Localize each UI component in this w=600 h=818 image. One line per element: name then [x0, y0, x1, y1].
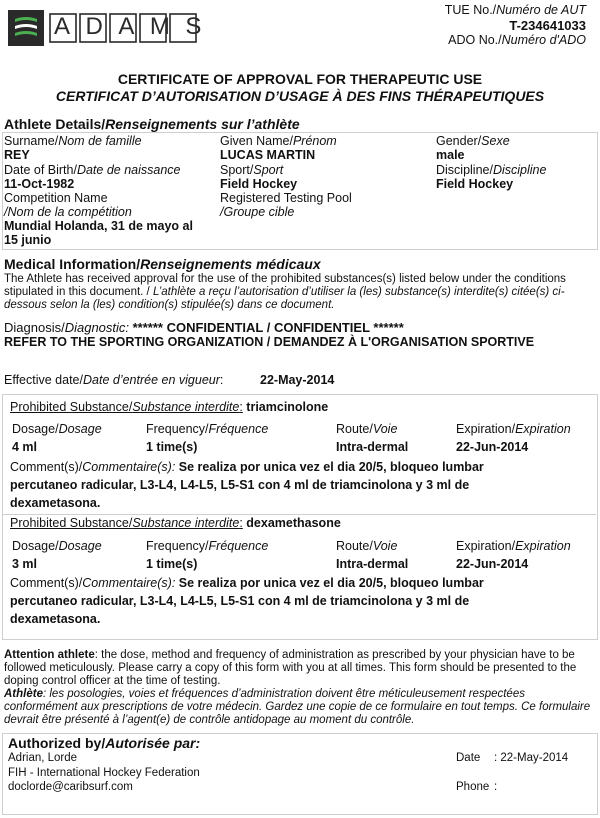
substance-1-name: triamcinolone: [246, 400, 329, 414]
testing-pool-label-fr: /Groupe cible: [220, 205, 295, 219]
sport-value: Field Hockey: [220, 177, 298, 191]
medical-intro: The Athlete has received approval for the use of the prohibited substances(s) listed below under the conditions stipulated in this document. / L’athlète a reçu l’autorisation d’utiliser la (les) substance(s) interdite(s) citée(s) ci-dessous selon la (les) condition(s) stipulée(s) dans ce document.: [4, 273, 566, 311]
substance-1-comment: Comment(s)/Commentaire(s): Se realiza por unica vez el dia 20/5, bloqueo lumbar percutaneo radicular, L3-L4, L4-L5, L5-S1 con 4 ml de triamcinolona y 3 ml de dexametasona.: [10, 460, 484, 510]
substance-2-expiration: 22-Jun-2014: [456, 557, 529, 571]
authorizer-org: FIH - International Hockey Federation: [8, 767, 200, 779]
tue-label: TUE No./Numéro de AUT: [444, 3, 586, 17]
substance-2-name: dexamethasone: [246, 516, 341, 530]
logo-text: ADAMS: [54, 13, 217, 40]
substance-1-dosage: 4 ml: [12, 440, 38, 454]
phone-value: :: [494, 781, 498, 793]
competition-value: Mundial Holanda, 31 de mayo al: [4, 219, 193, 233]
substance-1-frequency: 1 time(s): [146, 440, 198, 454]
attention-notice-fr: Athlète: les posologies, voies et fréquences d’administration doivent être méticuleusement respectées conformément aux prescriptions de votre médecin. Gardez une copie de ce formulaire en tout temps. Ce formulaire devrait être présenté à l’agent(e) de contrôle antidopage au moment du contrôle.: [4, 688, 591, 726]
authorized-heading: Authorized by/Autorisée par:: [8, 735, 201, 751]
substance-2-route: Intra-dermal: [336, 557, 409, 571]
substance-divider: [2, 514, 596, 515]
surname-label: Surname/Nom de famille: [4, 134, 142, 148]
date-value: : 22-May-2014: [494, 752, 569, 764]
certificate-title-fr: CERTIFICAT D’AUTORISATION D’USAGE À DES FINS THÉRAPEUTIQUES: [55, 88, 545, 104]
substance-1-expiration: 22-Jun-2014: [456, 440, 529, 454]
effective-date-label: Effective date/Date d’entrée en vigueur:: [4, 373, 224, 387]
expiration-header-1: Expiration/Expiration: [456, 422, 571, 436]
frequency-header-1: Frequency/Fréquence: [146, 422, 269, 436]
route-header-1: Route/Voie: [336, 422, 398, 436]
discipline-value: Field Hockey: [436, 177, 514, 191]
sport-label: Sport/Sport: [220, 163, 284, 177]
dosage-header-2: Dosage/Dosage: [12, 539, 102, 553]
athlete-details-heading: Athlete Details/Renseignements sur l’athlète: [4, 116, 300, 132]
gender-label: Gender/Sexe: [436, 134, 510, 148]
authorizer-email[interactable]: doclorde@caribsurf.com: [8, 781, 133, 793]
substance-2-label: Prohibited Substance/Substance interdite: dexamethasone: [10, 516, 341, 530]
date-label: Date: [456, 752, 481, 764]
certificate-title: CERTIFICATE OF APPROVAL FOR THERAPEUTIC USE: [117, 71, 483, 87]
given-name-label: Given Name/Prénom: [220, 134, 337, 148]
adams-logo: [8, 10, 217, 51]
substance-2-comment: Comment(s)/Commentaire(s): Se realiza por unica vez el dia 20/5, bloqueo lumbar percutaneo radicular, L3-L4, L4-L5, L5-S1 con 4 ml de triamcinolona y 3 ml de dexametasona.: [10, 576, 484, 626]
substance-1-label: Prohibited Substance/Substance interdite: triamcinolone: [10, 400, 329, 414]
given-name-value: LUCAS MARTIN: [220, 148, 316, 162]
testing-pool-label: Registered Testing Pool: [220, 191, 352, 205]
ado-label: ADO No./Numéro d'ADO: [448, 33, 586, 47]
effective-date-value: 22-May-2014: [260, 373, 335, 387]
dosage-header-1: Dosage/Dosage: [12, 422, 102, 436]
phone-label: Phone: [456, 781, 490, 793]
substance-2-dosage: 3 ml: [12, 557, 38, 571]
refer-notice: REFER TO THE SPORTING ORGANIZATION / DEMANDEZ À L'ORGANISATION SPORTIVE: [4, 335, 535, 349]
medical-info-heading: Medical Information/Renseignements médicaux: [4, 256, 321, 272]
competition-label: Competition Name: [4, 191, 108, 205]
tue-number: T-234641033: [509, 18, 586, 33]
dob-label: Date of Birth/Date de naissance: [4, 163, 181, 177]
frequency-header-2: Frequency/Fréquence: [146, 539, 269, 553]
route-header-2: Route/Voie: [336, 539, 398, 553]
gender-value: male: [436, 148, 465, 162]
substance-1-route: Intra-dermal: [336, 440, 409, 454]
attention-notice-en: Attention athlete: the dose, method and frequency of administration as prescribed by your physician have to be followed meticulously. Please carry a copy of this form with you at all times. This form should be presented to the doping control officer at the time of testing.: [4, 649, 577, 687]
diagnosis-line: Diagnosis/Diagnostic: ****** CONFIDENTIAL / CONFIDENTIEL ******: [4, 320, 404, 335]
surname-value: REY: [4, 148, 30, 162]
dob-value: 11-Oct-1982: [4, 177, 75, 191]
competition-value-cont: 15 junio: [4, 233, 52, 247]
expiration-header-2: Expiration/Expiration: [456, 539, 571, 553]
discipline-label: Discipline/Discipline: [436, 163, 547, 177]
competition-label-fr: /Nom de la compétition: [4, 205, 132, 219]
substance-2-frequency: 1 time(s): [146, 557, 198, 571]
authorizer-name: Adrian, Lorde: [8, 752, 78, 764]
